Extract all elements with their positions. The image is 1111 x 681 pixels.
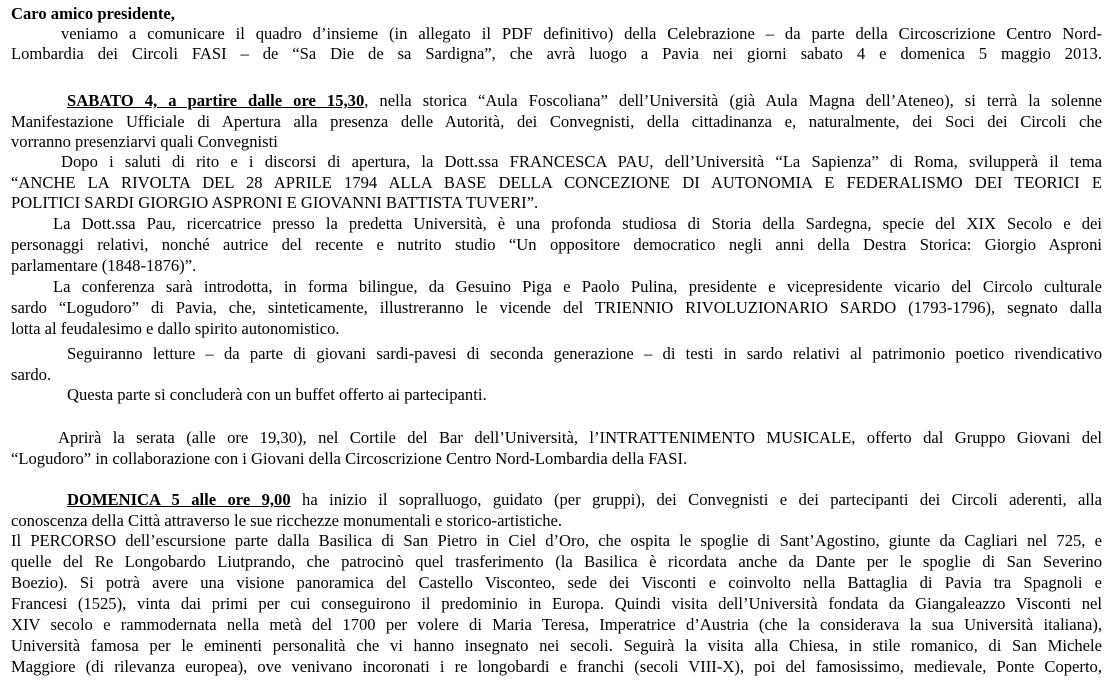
body-line: Questa parte si concluderà con un buffet offerto ai partecipanti.	[67, 385, 487, 404]
body-line: personaggi relativi, nonché autrice del recente e nutrito studio “Un oppositore democratico negli anni della Destra Storica: Giorgio Asproni	[11, 235, 1102, 254]
body-line: vorranno presenziarvi quali Convegnisti	[11, 132, 278, 151]
saturday-intro-text: , nella storica “Aula Foscoliana” dell’Università (già Aula Magna dell’Ateneo), si terrà la solenne	[364, 91, 1102, 110]
sunday-first-line	[67, 490, 1102, 509]
body-line: Il PERCORSO dell’escursione parte dalla Basilica di San Pietro in Ciel d’Oro, che ospita le spoglie di Sant’Agostino, giunte da Cagliari nel 725, e	[11, 531, 1102, 550]
body-line: Dopo i saluti di rito e i discorsi di apertura, la Dott.ssa FRANCESCA PAU, dell’Università “La Sapienza” di Roma, svilupperà il tema	[61, 152, 1102, 171]
body-line: XIV secolo e rammodernata nella metà del 1700 per volere di Maria Teresa, Imperatrice d’Austria (che la considerava la sua Università italiana),	[11, 615, 1102, 634]
body-line: Boezio). Si potrà avere una visione panoramica del Castello Visconteo, sede dei Visconti e coinvolto nella Battaglia di Pavia tra Spagnoli e	[11, 573, 1102, 592]
body-line: Università famosa per le eminenti personalità che vi hanno insegnato nei secoli. Seguirà la visita alla Chiesa, in stile romanico, di San Michele	[11, 636, 1102, 655]
saturday-heading: SABATO 4, a partire dalle ore 15,30	[67, 91, 365, 110]
body-line: sardo “Logudoro” di Pavia, che, sinteticamente, illustreranno le vicende del TRIENNIO RIVOLUZIONARIO SARDO (1793-1796), segnato dalla	[11, 298, 1102, 317]
sunday-intro-text: ha inizio il sopralluogo, guidato (per gruppi), dei Convegnisti e dei partecipanti dei Circoli aderenti, alla	[290, 490, 1103, 509]
body-line: La Dott.ssa Pau, ricercatrice presso la predetta Università, è una profonda studiosa di Storia della Sardegna, specie del XIX Secolo e dei	[53, 214, 1102, 233]
body-line: Manifestazione Ufficiale di Apertura alla presenza delle Autorità, dei Convegnisti, della cittadinanza e, naturalmente, dei Soci dei Circoli che	[11, 112, 1102, 131]
salutation: Caro amico presidente,	[11, 4, 175, 23]
body-line: La conferenza sarà introdotta, in forma bilingue, da Gesuino Piga e Paolo Pulina, presidente e vicepresidente vicario del Circolo culturale	[53, 277, 1102, 296]
body-line: lotta al feudalesimo e dallo spirito autonomistico.	[11, 319, 340, 338]
body-line: quelle del Re Longobardo Liutprando, che patrocinò quel trasferimento (la Basilica è ricordata anche da Dante per le spoglie di San Severino	[11, 552, 1102, 571]
body-line: conoscenza della Città attraverso le sue ricchezze monumentali e storico-artistiche.	[11, 511, 563, 530]
body-line: sardo.	[11, 365, 52, 384]
body-line: Aprirà la serata (alle ore 19,30), nel Cortile del Bar dell’Università, l’INTRATTENIMENTO MUSICALE, offerto dal Gruppo Giovani del	[58, 428, 1102, 447]
body-line: “Logudoro” in collaborazione con i Giovani della Circoscrizione Centro Nord-Lombardia della FASI.	[11, 449, 688, 468]
body-line: parlamentare (1848-1876)”.	[11, 256, 197, 275]
saturday-first-line	[67, 91, 1102, 110]
body-line: POLITICI SARDI GIORGIO ASPRONI E GIOVANNI BATTISTA TUVERI”.	[11, 193, 539, 212]
sunday-heading: DOMENICA 5 alle ore 9,00	[67, 490, 291, 509]
body-line: Seguiranno letture – da parte di giovani sardi-pavesi di seconda generazione – di testi in sardo relativi al patrimonio poetico rivendicativo	[67, 344, 1102, 363]
intro-line: Lombardia dei Circoli FASI – de “Sa Die de sa Sardigna”, che avrà luogo a Pavia nei giorni sabato 4 e domenica 5 maggio 2013.	[11, 44, 1102, 63]
body-line: Maggiore (di rilevanza europea), ove venivano incoronati i re longobardi e franchi (secoli VIII-X), poi del famosissimo, medievale, Ponte Coperto,	[11, 657, 1102, 676]
body-line: “ANCHE LA RIVOLTA DEL 28 APRILE 1794 ALLA BASE DELLA CONCEZIONE DI AUTONOMIA E FEDERALISMO DEI TEORICI E	[11, 173, 1102, 192]
intro-line: veniamo a comunicare il quadro d’insieme (in allegato il PDF definitivo) della Celebrazione – da parte della Circoscrizione Centro Nord-	[61, 24, 1102, 43]
body-line: Francesi (1525), vinta dai primi per cui conseguirono il predominio in Europa. Quindi visita dell’Università fondata da Giangaleazzo Visconti nel	[11, 594, 1102, 613]
